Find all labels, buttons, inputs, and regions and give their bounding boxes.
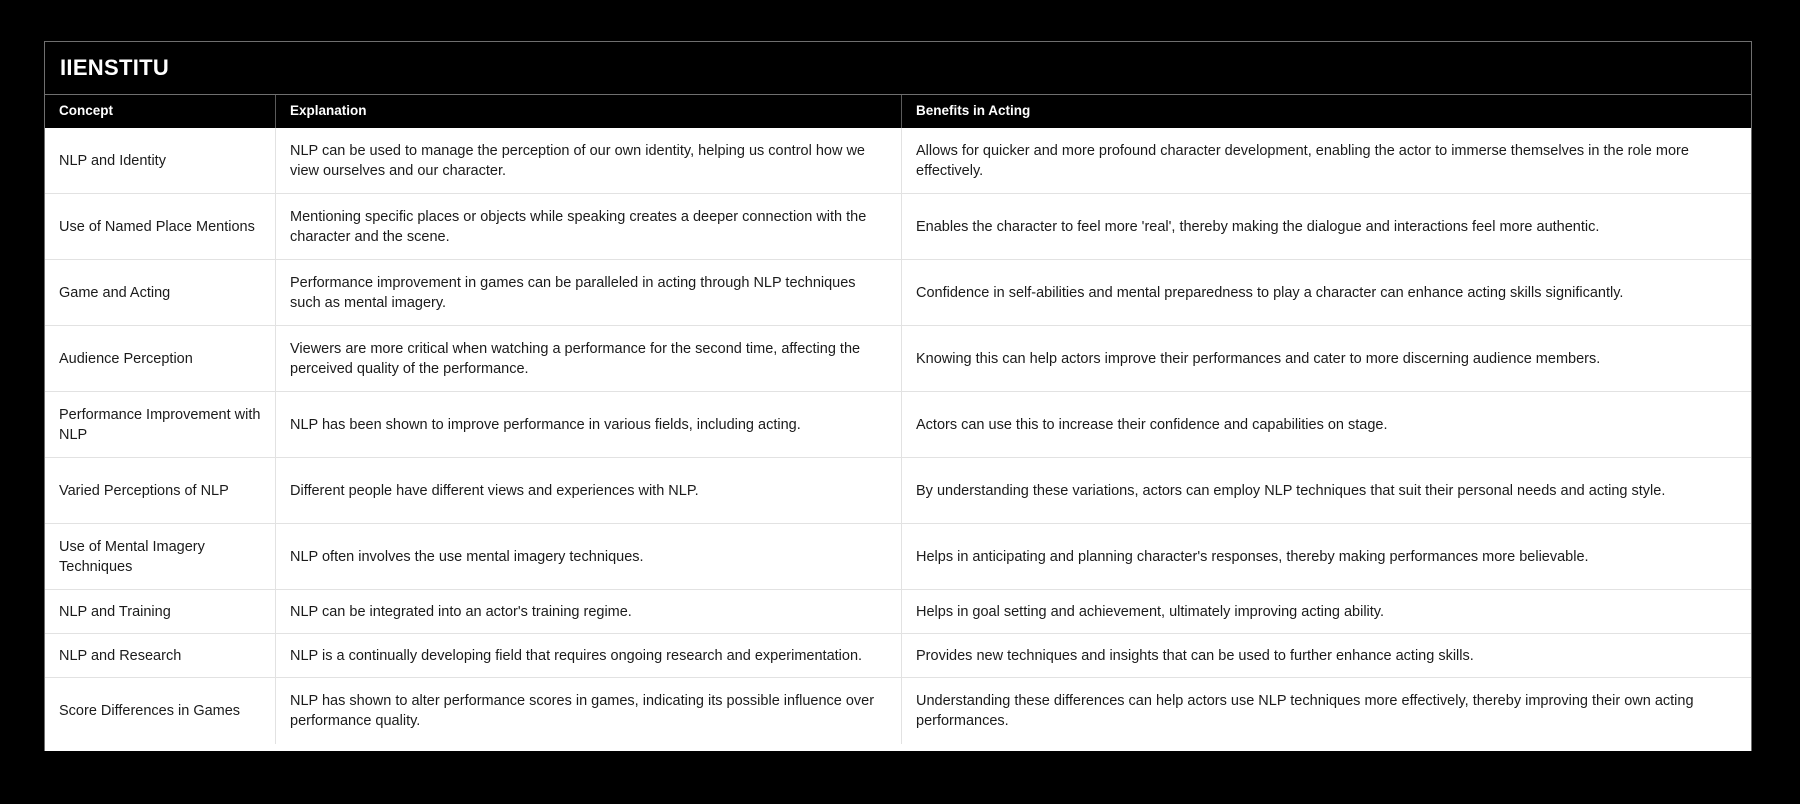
table-row bbox=[45, 260, 1751, 326]
table-row bbox=[45, 128, 1751, 194]
cell-explanation: Performance improvement in games can be paralleled in acting through NLP techniques such as mental imagery. bbox=[276, 260, 902, 325]
cell-concept: Use of Named Place Mentions bbox=[45, 194, 276, 259]
cell-explanation: NLP has shown to alter performance scores in games, indicating its possible influence over performance quality. bbox=[276, 678, 902, 744]
cell-benefits: Helps in goal setting and achievement, ultimately improving acting ability. bbox=[916, 603, 1385, 620]
cell-benefits: By understanding these variations, actors can employ NLP techniques that suit their personal needs and acting style. bbox=[916, 482, 1666, 499]
table-body bbox=[45, 128, 1751, 751]
table-row bbox=[45, 326, 1751, 392]
cell-benefits: Actors can use this to increase their confidence and capabilities on stage. bbox=[916, 416, 1388, 433]
column-header-benefits: Benefits in Acting bbox=[916, 103, 1031, 119]
cell-concept: Performance Improvement with NLP bbox=[45, 392, 276, 457]
cell-concept: Score Differences in Games bbox=[45, 678, 276, 744]
cell-concept: Use of Mental Imagery Techniques bbox=[45, 524, 276, 589]
cell-benefits: Enables the character to feel more 'real', thereby making the dialogue and interactions feel more authentic. bbox=[916, 218, 1600, 235]
table-row bbox=[45, 590, 1751, 634]
cell-explanation: Different people have different views and experiences with NLP. bbox=[276, 458, 902, 523]
cell-explanation: NLP is a continually developing field that requires ongoing research and experimentation. bbox=[276, 634, 902, 677]
cell-explanation: Mentioning specific places or objects while speaking creates a deeper connection with the character and the scene. bbox=[276, 194, 902, 259]
column-header-explanation: Explanation bbox=[276, 95, 902, 128]
cell-benefits: Helps in anticipating and planning character's responses, thereby making performances more believable. bbox=[916, 548, 1589, 565]
table-row bbox=[45, 678, 1751, 744]
brand-header bbox=[45, 42, 1751, 95]
cell-explanation: NLP has been shown to improve performance in various fields, including acting. bbox=[276, 392, 902, 457]
table-row bbox=[45, 194, 1751, 260]
cell-explanation: NLP can be used to manage the perception of our own identity, helping us control how we view ourselves and our character. bbox=[276, 128, 902, 193]
cell-benefits: Knowing this can help actors improve their performances and cater to more discerning audience members. bbox=[916, 350, 1601, 367]
table-row bbox=[45, 392, 1751, 458]
cell-concept: NLP and Training bbox=[45, 590, 276, 633]
brand-title: IIENSTITU bbox=[60, 55, 170, 80]
table-row bbox=[45, 634, 1751, 678]
cell-benefits: Confidence in self-abilities and mental preparedness to play a character can enhance acting skills significantly. bbox=[916, 284, 1624, 301]
cell-benefits: Provides new techniques and insights that can be used to further enhance acting skills. bbox=[916, 647, 1474, 664]
cell-benefits: Allows for quicker and more profound character development, enabling the actor to immerse themselves in the role more effectively. bbox=[916, 142, 1689, 179]
cell-concept: Audience Perception bbox=[45, 326, 276, 391]
table-row bbox=[45, 458, 1751, 524]
cell-concept: Game and Acting bbox=[45, 260, 276, 325]
cell-concept: NLP and Research bbox=[45, 634, 276, 677]
comparison-table bbox=[44, 41, 1752, 751]
cell-concept: NLP and Identity bbox=[45, 128, 276, 193]
column-header-concept: Concept bbox=[45, 95, 276, 128]
table-header-row bbox=[45, 95, 1751, 128]
cell-explanation: NLP can be integrated into an actor's training regime. bbox=[276, 590, 902, 633]
table-row bbox=[45, 524, 1751, 590]
cell-explanation: NLP often involves the use mental imagery techniques. bbox=[276, 524, 902, 589]
cell-explanation: Viewers are more critical when watching a performance for the second time, affecting the perceived quality of the performance. bbox=[276, 326, 902, 391]
cell-concept: Varied Perceptions of NLP bbox=[45, 458, 276, 523]
cell-benefits: Understanding these differences can help actors use NLP techniques more effectively, thereby improving their own acting performances. bbox=[916, 693, 1694, 729]
